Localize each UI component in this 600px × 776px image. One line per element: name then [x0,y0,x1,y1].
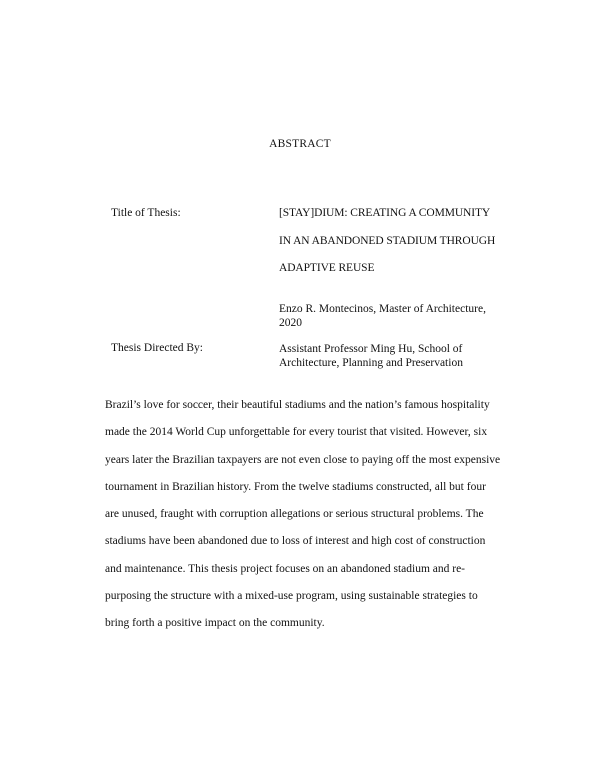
author-info [279,302,529,330]
abstract-line: purposing the structure with a mixed-use program, using sustainable strategies to [105,590,478,603]
thesis-title-line-1: [STAY]DIUM: CREATING A COMMUNITY [279,207,491,219]
abstract-line: are unused, fraught with corruption allegations or serious structural problems. The [105,508,484,521]
thesis-title-line-3: ADAPTIVE REUSE [279,262,375,274]
author-line-2: 2020 [279,317,302,329]
director-line-1: Assistant Professor Ming Hu, School of [279,343,463,355]
director-info [279,342,529,370]
abstract-line: tournament in Brazilian history. From the twelve stadiums constructed, all but four [105,480,486,493]
abstract-line: and maintenance. This thesis project focuses on an abandoned stadium and re- [105,562,466,575]
thesis-title-line-2: IN AN ABANDONED STADIUM THROUGH [279,235,496,247]
directed-by-label: Thesis Directed By: [111,342,203,354]
abstract-line: made the 2014 World Cup unforgettable for every tourist that visited. However, six [105,426,488,439]
abstract-line: years later the Brazilian taxpayers are not even close to paying off the most expensive [105,453,501,466]
abstract-line: bring forth a positive impact on the community. [105,617,325,630]
abstract-body [105,392,501,638]
director-line-2: Architecture, Planning and Preservation [279,357,463,369]
abstract-line: Brazil’s love for soccer, their beautiful stadiums and the nation’s famous hospitality [105,399,490,411]
author-line-1: Enzo R. Montecinos, Master of Architecture, [279,303,486,315]
page-heading: ABSTRACT [269,138,331,150]
abstract-line: stadiums have been abandoned due to loss of interest and high cost of construction [105,535,486,548]
title-of-thesis-label: Title of Thesis: [111,207,181,219]
